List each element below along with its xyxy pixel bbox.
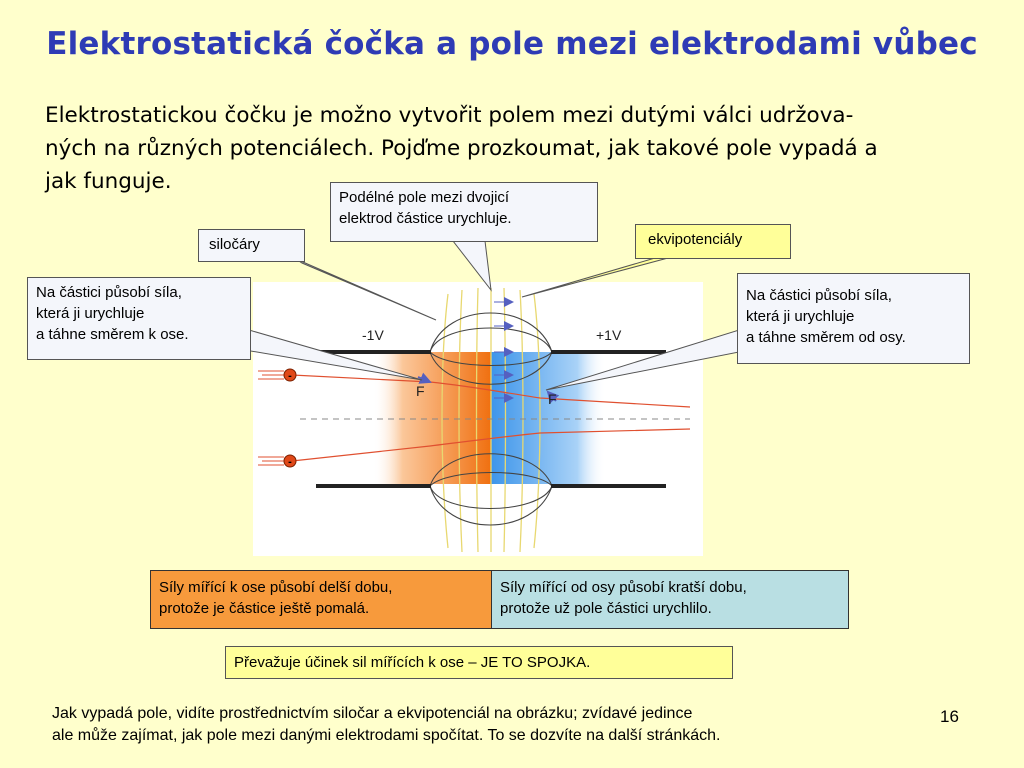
page-title: Elektrostatická čočka a pole mezi elektrodami vůbec (46, 26, 978, 62)
intro-line: ných na různých potenciálech. Pojďme prozkoumat, jak takové pole vypadá a (45, 136, 878, 161)
callout-right-force (737, 273, 970, 364)
left-potential-label: -1V (362, 327, 384, 343)
right-potential-label: +1V (596, 327, 622, 343)
force-label-left: F (416, 383, 425, 399)
summary-line: Síly mířící k ose působí delší dobu, (159, 579, 393, 596)
callout-line: a táhne směrem k ose. (36, 326, 189, 343)
summary-line: Síly mířící od osy působí kratší dobu, (500, 579, 747, 596)
callout-line: siločáry (209, 236, 260, 253)
page-number: 16 (940, 707, 959, 726)
callout-equipotentials (635, 224, 791, 259)
force-label-right: F (548, 391, 557, 407)
callout-line: a táhne směrem od osy. (746, 329, 906, 346)
summary-line: protože je částice ještě pomalá. (159, 600, 370, 617)
particle-sign: - (288, 456, 292, 468)
footer-note (52, 703, 720, 747)
callout-line: Na částici působí síla, (746, 287, 892, 304)
callout-line: která ji urychluje (746, 308, 855, 325)
summary-toward-axis (150, 570, 492, 629)
positive-region (491, 352, 606, 484)
callout-line: ekvipotenciály (648, 231, 743, 248)
intro-line: jak funguje. (45, 169, 172, 194)
footer-line: Jak vypadá pole, vidíte prostřednictvím siločar a ekvipotenciál na obrázku; zvídavé jedince (52, 705, 693, 722)
footer-line: ale může zajímat, jak pole mezi danými elektrodami spočítat. To se dozvíte na další stránkách. (52, 727, 721, 744)
conclusion-box (225, 646, 733, 679)
callout-line: která ji urychluje (36, 305, 145, 322)
summary-away-from-axis (491, 570, 849, 629)
particle-sign: - (288, 370, 292, 382)
callout-left-force (27, 277, 251, 360)
callout-line: elektrod částice urychluje. (339, 210, 512, 227)
intro-line: Elektrostatickou čočku je možno vytvořit polem mezi dutými válci udržova- (45, 103, 854, 128)
callout-line: Podélné pole mezi dvojicí (339, 189, 510, 206)
summary-line: protože už pole částici urychlilo. (500, 600, 712, 617)
callout-field-lines (198, 229, 305, 262)
callout-line: Na částici působí síla, (36, 284, 182, 301)
conclusion-text: Převažuje účinek sil mířících k ose – JE TO SPOJKA. (234, 654, 591, 671)
callout-longitudinal-field (330, 182, 598, 242)
